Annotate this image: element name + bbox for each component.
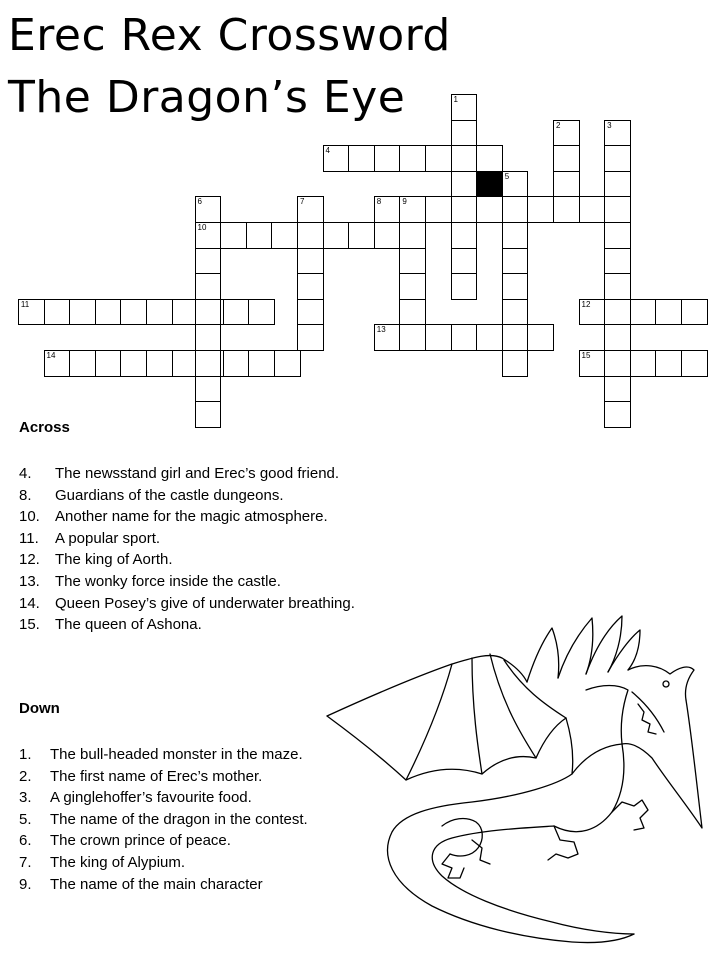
grid-cell[interactable] <box>399 145 426 172</box>
dragon-illustration <box>322 608 714 948</box>
grid-cell[interactable] <box>502 196 529 223</box>
clue-number: 10. <box>19 508 40 526</box>
grid-cell[interactable] <box>655 350 682 377</box>
clue-number: 8. <box>19 486 32 504</box>
grid-cell[interactable] <box>604 248 631 275</box>
grid-cell[interactable] <box>451 248 478 275</box>
grid-cell[interactable] <box>195 248 222 275</box>
clue-number-label: 1 <box>453 95 458 104</box>
grid-cell[interactable] <box>604 145 631 172</box>
clue-number-label: 5 <box>504 171 510 181</box>
grid-cell[interactable] <box>297 222 324 249</box>
grid-cell[interactable] <box>451 196 478 223</box>
grid-cell[interactable] <box>681 299 708 326</box>
clue-number: 13. <box>19 572 40 590</box>
grid-cell[interactable] <box>297 248 324 275</box>
clue-item <box>19 506 355 528</box>
grid-cell[interactable] <box>399 299 426 326</box>
grid-cell[interactable] <box>120 350 147 377</box>
clue-number-label: 6 <box>197 197 202 207</box>
grid-cell[interactable] <box>451 120 478 147</box>
grid-cell[interactable] <box>604 273 631 300</box>
grid-cell[interactable] <box>95 350 122 377</box>
grid-cell[interactable] <box>44 350 71 377</box>
grid-cell[interactable] <box>348 145 375 172</box>
clue-item <box>19 852 308 874</box>
grid-cell[interactable] <box>451 171 478 198</box>
grid-cell[interactable] <box>195 376 222 403</box>
clue-item <box>19 766 308 788</box>
clue-number-label: 2 <box>555 120 561 130</box>
clue-text: A ginglehoffer’s favourite food. <box>50 789 252 807</box>
grid-cell[interactable] <box>604 222 631 249</box>
clue-item <box>19 830 308 852</box>
clue-number-label: 7 <box>299 197 305 207</box>
grid-cell[interactable] <box>502 248 529 275</box>
clue-number: 14. <box>19 594 40 612</box>
grid-cell[interactable] <box>579 196 606 223</box>
crossword-grid <box>0 0 718 410</box>
clue-text: Another name for the magic atmosphere. <box>55 508 328 526</box>
grid-cell[interactable] <box>604 299 631 326</box>
clue-item <box>19 463 355 485</box>
grid-cell[interactable] <box>451 94 478 121</box>
clue-item <box>19 571 355 593</box>
grid-cell[interactable] <box>604 350 631 377</box>
across-clues <box>19 419 355 636</box>
grid-cell[interactable] <box>399 222 426 249</box>
down-clues <box>19 700 308 895</box>
page-title: Erec Rex Crossword <box>8 10 451 61</box>
clue-number: 15. <box>19 616 40 634</box>
grid-cell[interactable] <box>553 120 580 147</box>
grid-cell[interactable] <box>195 299 222 326</box>
grid-cell[interactable] <box>502 350 529 377</box>
grid-cell[interactable] <box>399 196 426 223</box>
grid-cell[interactable] <box>271 222 298 249</box>
grid-cell[interactable] <box>195 273 222 300</box>
grid-cell[interactable] <box>476 196 503 223</box>
clue-text: The first name of Erec’s mother. <box>50 767 263 785</box>
grid-cell[interactable] <box>630 299 657 326</box>
grid-cell[interactable] <box>579 299 606 326</box>
clue-text: The name of the dragon in the contest. <box>50 810 308 828</box>
grid-cell[interactable] <box>297 299 324 326</box>
black-cell <box>476 171 503 198</box>
clue-item <box>19 874 308 896</box>
grid-cell[interactable] <box>348 222 375 249</box>
clue-text: The crown prince of peace. <box>50 832 231 850</box>
grid-cell[interactable] <box>502 222 529 249</box>
grid-cell[interactable] <box>451 324 478 351</box>
clue-text: Queen Posey’s give of underwater breathing. <box>55 594 355 612</box>
grid-cell[interactable] <box>604 376 631 403</box>
grid-cell[interactable] <box>297 196 324 223</box>
grid-cell[interactable] <box>553 196 580 223</box>
grid-cell[interactable] <box>374 324 401 351</box>
grid-cell[interactable] <box>553 171 580 198</box>
grid-cell[interactable] <box>502 324 529 351</box>
page-subtitle: The Dragon’s Eye <box>8 72 406 123</box>
clue-item <box>19 744 308 766</box>
clue-text: The wonky force inside the castle. <box>55 572 281 590</box>
grid-cell[interactable] <box>248 350 275 377</box>
clue-number-label: 12 <box>581 299 591 309</box>
grid-cell[interactable] <box>579 350 606 377</box>
clue-number: 11. <box>19 529 39 547</box>
grid-cell[interactable] <box>527 196 554 223</box>
clue-number-label: 15 <box>581 351 591 360</box>
grid-cell[interactable] <box>374 145 401 172</box>
grid-cell[interactable] <box>69 299 96 326</box>
grid-cell[interactable] <box>248 299 275 326</box>
grid-cell[interactable] <box>323 145 350 172</box>
grid-cell[interactable] <box>223 299 250 326</box>
grid-cell[interactable] <box>246 222 273 249</box>
grid-cell[interactable] <box>120 299 147 326</box>
grid-cell[interactable] <box>297 273 324 300</box>
grid-cell[interactable] <box>681 350 708 377</box>
clue-text: The king of Alypium. <box>50 853 186 871</box>
clue-number: 9. <box>19 875 32 893</box>
clue-item <box>19 485 355 507</box>
grid-cell[interactable] <box>195 350 222 377</box>
grid-cell[interactable] <box>44 299 71 326</box>
grid-cell[interactable] <box>502 273 529 300</box>
grid-cell[interactable] <box>604 171 631 198</box>
grid-cell[interactable] <box>425 324 452 351</box>
clue-item <box>19 549 355 571</box>
grid-cell[interactable] <box>604 324 631 351</box>
grid-cell[interactable] <box>604 401 631 428</box>
clue-text: Guardians of the castle dungeons. <box>55 486 284 504</box>
grid-cell[interactable] <box>195 222 222 249</box>
clue-text: The queen of Ashona. <box>55 616 202 634</box>
clue-item <box>19 528 355 550</box>
grid-cell[interactable] <box>451 222 478 249</box>
grid-cell[interactable] <box>527 324 554 351</box>
clue-item <box>19 593 355 615</box>
grid-cell[interactable] <box>297 324 324 351</box>
clue-number-label: 3 <box>607 120 612 130</box>
grid-cell[interactable] <box>425 196 452 223</box>
clue-number: 2. <box>19 767 32 785</box>
clue-number-label: 13 <box>376 325 386 335</box>
clue-number-label: 9 <box>402 197 407 207</box>
grid-cell[interactable] <box>399 273 426 300</box>
down-heading: Down <box>19 700 60 717</box>
grid-cell[interactable] <box>220 222 247 249</box>
grid-cell[interactable] <box>451 145 478 172</box>
clue-number-label: 8 <box>376 197 382 207</box>
grid-cell[interactable] <box>323 222 350 249</box>
clue-number-label: 14 <box>46 351 56 360</box>
grid-cell[interactable] <box>399 324 426 351</box>
grid-cell[interactable] <box>374 196 401 223</box>
clue-number-label: 4 <box>325 146 330 156</box>
grid-cell[interactable] <box>502 299 529 326</box>
grid-cell[interactable] <box>195 324 222 351</box>
grid-cell[interactable] <box>374 222 401 249</box>
clue-item <box>19 787 308 809</box>
grid-cell[interactable] <box>146 350 173 377</box>
grid-cell[interactable] <box>604 120 631 147</box>
clue-number: 6. <box>19 832 32 850</box>
grid-cell[interactable] <box>425 145 452 172</box>
clue-number: 7. <box>19 853 32 871</box>
grid-cell[interactable] <box>655 299 682 326</box>
grid-cell[interactable] <box>399 248 426 275</box>
grid-cell[interactable] <box>95 299 122 326</box>
clue-number: 5. <box>19 810 32 828</box>
clue-item <box>19 614 355 636</box>
clue-number: 4. <box>19 465 32 482</box>
grid-cell[interactable] <box>195 196 222 223</box>
grid-cell[interactable] <box>502 171 529 198</box>
grid-cell[interactable] <box>630 350 657 377</box>
across-heading: Across <box>19 419 70 436</box>
grid-cell[interactable] <box>476 324 503 351</box>
grid-cell[interactable] <box>553 145 580 172</box>
clue-number: 1. <box>19 746 32 763</box>
grid-cell[interactable] <box>476 145 503 172</box>
clue-text: The king of Aorth. <box>55 551 173 569</box>
clue-text: The newsstand girl and Erec’s good friend. <box>55 465 340 482</box>
grid-cell[interactable] <box>274 350 301 377</box>
grid-cell[interactable] <box>18 299 45 326</box>
grid-cell[interactable] <box>69 350 96 377</box>
clue-text: The name of the main character <box>50 875 263 893</box>
clue-number-label: 11 <box>20 299 30 309</box>
clue-text: A popular sport. <box>55 529 161 547</box>
grid-cell[interactable] <box>604 196 631 223</box>
grid-cell[interactable] <box>223 350 250 377</box>
grid-cell[interactable] <box>451 273 478 300</box>
clue-number: 3. <box>19 789 32 807</box>
clue-number-label: 10 <box>197 223 207 232</box>
clue-number: 12. <box>19 551 40 569</box>
grid-cell[interactable] <box>146 299 173 326</box>
clue-text: The bull-headed monster in the maze. <box>50 746 303 763</box>
clue-item <box>19 809 308 831</box>
